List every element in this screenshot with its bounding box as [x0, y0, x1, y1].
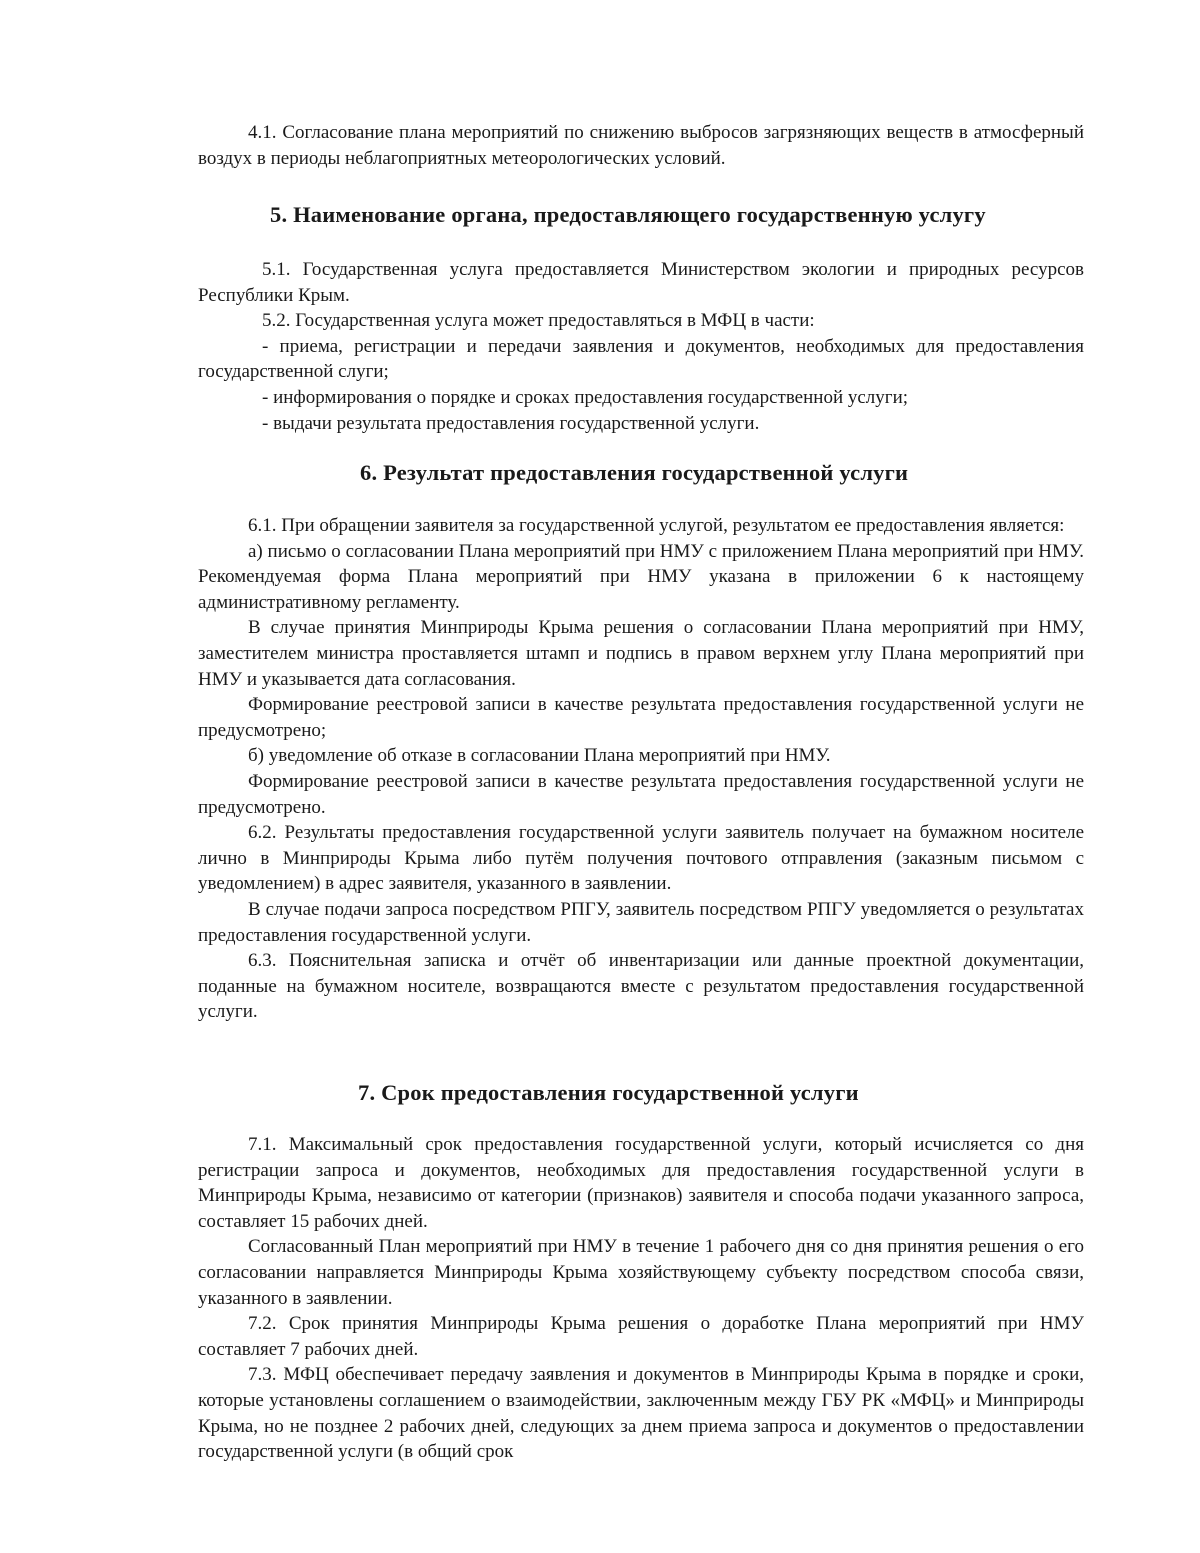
section-6-block — [198, 513, 1084, 1025]
section-7-block — [198, 1132, 1084, 1465]
paragraph-7-2: 7.2. Срок принятия Минприроды Крыма решения о доработке Плана мероприятий при НМУ составляет 7 рабочих дней. — [198, 1313, 1084, 1360]
list-item-reception: - приема, регистрации и передачи заявления и документов, необходимых для предоставления государственной слуги; — [198, 335, 1084, 383]
paragraph-4-1: 4.1. Согласование плана мероприятий по снижению выбросов загрязняющих веществ в атмосферный воздух в периоды неблагоприятных метеорологических условий. — [198, 122, 1084, 169]
paragraph-6-1: 6.1. При обращении заявителя за государственной услугой, результатом ее предоставления является: — [248, 515, 1065, 536]
section-4-block — [198, 120, 1084, 171]
heading-section-5: 5. Наименование органа, предоставляющего государственную услугу — [270, 202, 986, 227]
paragraph-6-1-a: а) письмо о согласовании Плана мероприятий при НМУ с приложением Плана мероприятий при НМУ. Рекомендуемая форма Плана мероприятий при НМУ указана в приложении 6 к настоящему административному регламенту. — [198, 540, 1084, 613]
paragraph-approval-case: В случае принятия Минприроды Крыма решения о согласовании Плана мероприятий при НМУ, заместителем министра проставляется штамп и подпись в правом верхнем углу Плана мероприятий при НМУ и указывается дата согласования. — [198, 617, 1084, 690]
heading-section-7: 7. Срок предоставления государственной услуги — [358, 1080, 859, 1105]
paragraph-rpgu: В случае подачи запроса посредством РПГУ, заявитель посредством РПГУ уведомляется о результатах предоставления государственной услуги. — [198, 898, 1084, 946]
section-5-block — [198, 257, 1084, 436]
paragraph-5-1: 5.1. Государственная услуга предоставляется Министерством экологии и природных ресурсов Республики Крым. — [198, 259, 1084, 306]
heading-section-6: 6. Результат предоставления государственной услуги — [360, 460, 909, 485]
paragraph-6-1-b: б) уведомление об отказе в согласовании Плана мероприятий при НМУ. — [248, 745, 831, 767]
paragraph-7-3: 7.3. МФЦ обеспечивает передачу заявления и документов в Минприроды Крыма в порядке и сроки, которые установлены соглашением о взаимодействии, заключенным между ГБУ РК «МФЦ» и Минприроды Крыма, но не позднее 2 рабочих дней, следующих за днем приема запроса и документов о предоставлении государственной услуги (в общий срок — [198, 1364, 1084, 1463]
paragraph-6-3: 6.3. Пояснительная записка и отчёт об инвентаризации или данные проектной документации, поданные на бумажном носителе, возвращаются вместе с результатом предоставления государственной услуги. — [198, 950, 1084, 1023]
paragraph-registry-note-1: Формирование реестровой записи в качестве результата предоставления государственной услуги не предусмотрено; — [198, 694, 1084, 741]
list-item-issuance: - выдачи результата предоставления государственной услуги. — [262, 412, 760, 434]
paragraph-7-1: 7.1. Максимальный срок предоставления государственной услуги, который исчисляется со дня регистрации запроса и документов, необходимых для предоставления государственной услуги в Минприроды Крыма, независимо от категории (признаков) заявителя и способа подачи указанного запроса, составляет 15 рабочих дней. — [198, 1134, 1084, 1232]
list-item-informing: - информирования о порядке и сроках предоставления государственной услуги; — [262, 386, 909, 408]
paragraph-6-2: 6.2. Результаты предоставления государственной услуги заявитель получает на бумажном носителе лично в Минприроды Крыма либо путём получения почтового отправления (заказным письмом с уведомлением) в адрес заявителя, указанного в заявлении. — [198, 822, 1084, 895]
paragraph-5-2: 5.2. Государственная услуга может предоставляться в МФЦ в части: — [262, 310, 815, 332]
paragraph-agreed-plan: Согласованный План мероприятий при НМУ в течение 1 рабочего дня со дня принятия решения о его согласовании направляется Минприроды Крыма хозяйствующему субъекту посредством способа связи, указанного в заявлении. — [198, 1236, 1084, 1309]
paragraph-registry-note-2: Формирование реестровой записи в качестве результата предоставления государственной услуги не предусмотрено. — [198, 770, 1084, 818]
